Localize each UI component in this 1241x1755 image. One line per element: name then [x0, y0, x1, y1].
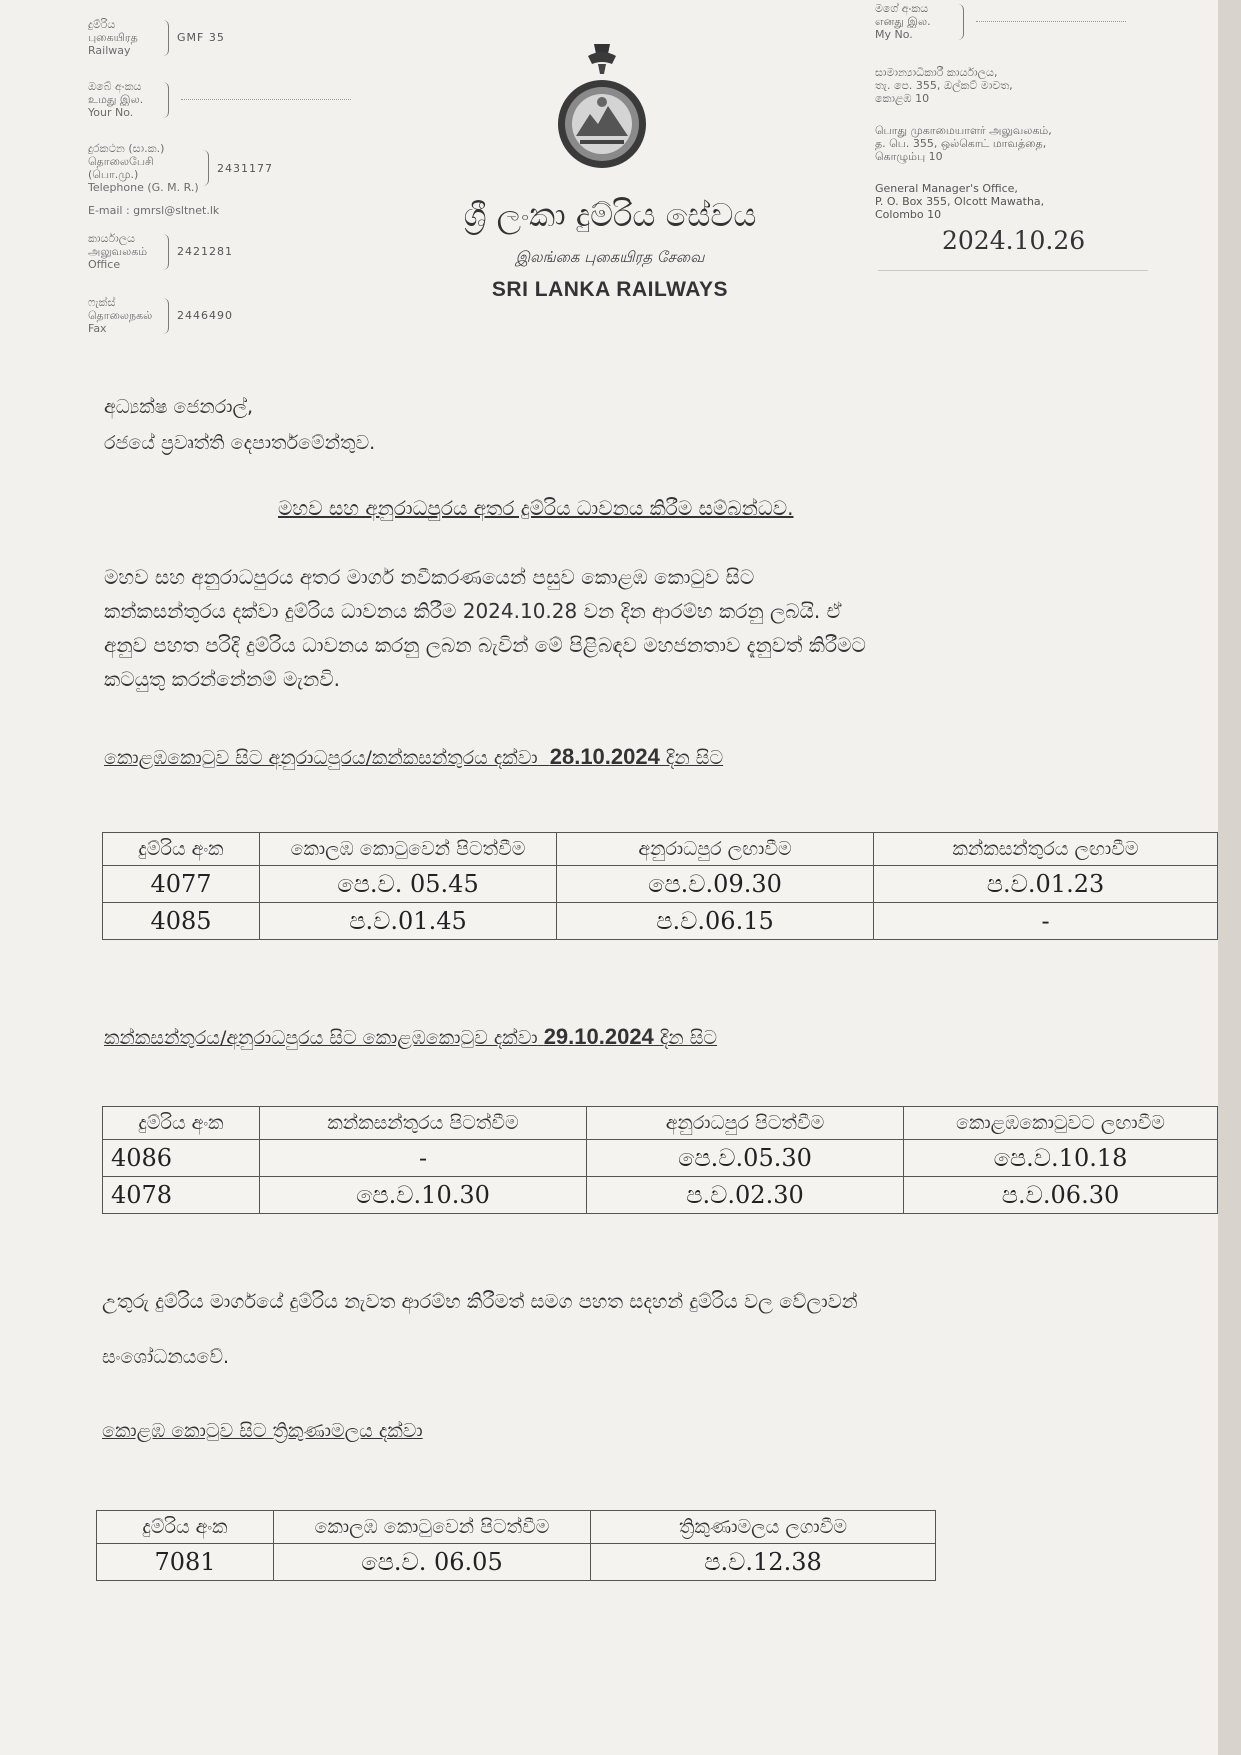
table-row: 7081 පෙ.ව. 06.05 ප.ව.12.38	[97, 1544, 936, 1581]
note-line1: උතුරු දුම්රිය මාර්ගයේ දුම්රිය නැවත ආරම්භ කිරීමත් සමග පහත සදහන් දුම්රිය වල වේලාවන්	[102, 1290, 858, 1313]
org-name-english: SRI LANKA RAILWAYS	[491, 278, 729, 301]
section2-heading: කන්කසන්තුරය/අනුරාධපුරය සිට කොළඹකොටුව දක්වා 29.10.2024 දින සිට	[104, 1024, 718, 1049]
email: E-mail : gmrsl@sltnet.lk	[88, 204, 220, 217]
table-row: 4077 පෙ.ව. 05.45 පෙ.ව.09.30 ප.ව.01.23	[103, 866, 1218, 903]
address-english: General Manager's Office, P. O. Box 355, Olcott Mawatha, Colombo 10	[875, 182, 1045, 221]
telephone-value: 2431177	[217, 161, 273, 175]
table-kankesanthurai-to-colombo	[102, 1106, 1218, 1214]
org-name-tamil: இலங்கை புகையிரத சேவை	[515, 248, 705, 266]
table-header-row: දුම්රිය අංක කොලඹ කොටුවෙන් පිටත්වීම ත්‍රිකුණාමලය ලගාවීම	[97, 1511, 936, 1544]
table-header-row: දුම්රිය අංක කොලඹ කොටුවෙන් පිටත්වීම අනුරාධපුර ලඟාවීම කන්කසන්තුරය ලඟාවීම	[103, 833, 1218, 866]
section1-date: 28.10.2024	[549, 744, 660, 769]
railway-ref-value: GMF 35	[177, 31, 225, 44]
railway-emblem-icon	[552, 40, 652, 170]
table-colombo-to-trincomalee	[96, 1510, 936, 1581]
note-line2: සංශෝධනයවේ.	[102, 1346, 230, 1368]
table-row: 4078 පෙ.ව.10.30 ප.ව.02.30 ප.ව.06.30	[103, 1177, 1218, 1214]
fax-value: 2446490	[177, 309, 233, 322]
address-sinhala: සාමාන්‍යාධිකාරී කාර්යාලය, තැ. පෙ. 355, ඔල්කට් මාවත, කොළඹ 10	[875, 66, 1013, 105]
section2-date: 29.10.2024	[543, 1024, 654, 1049]
office-value: 2421281	[177, 245, 233, 258]
your-no: ඔබේ අංකය உமது இல. Your No.	[88, 80, 351, 119]
fax: ෆැක්ස් தொலைநகல் Fax 2446490	[88, 296, 233, 335]
telephone: දුරකථන (සා.ක.) தொலைபேசி (பொ.மு.) Telephone (G. M. R.) 2431177	[88, 142, 273, 194]
table-row: 4086 - පෙ.ව.05.30 පෙ.ව.10.18	[103, 1140, 1218, 1177]
my-no: මගේ අංකය எனது இல. My No.	[875, 2, 1126, 41]
table-row: 4085 ප.ව.01.45 ප.ව.06.15 -	[103, 903, 1218, 940]
office: කාර්යාලය அலுவலகம் Office 2421281	[88, 232, 233, 271]
table-colombo-to-kankesanthurai	[102, 832, 1218, 940]
address-tamil: பொது முகாமையாளர் அலுவலகம், த. பெ. 355, ஒல்கொட் மாவத்தை, கொழும்பு 10	[875, 124, 1052, 163]
section3-heading: කොළඹ කොටුව සිට ත්‍රිකුණාමලය දක්වා	[102, 1420, 423, 1442]
org-name-sinhala: ශ්‍රී ලංකා දුම්රිය සේවය	[463, 196, 757, 234]
subject-heading: මහව සහ අනුරාධපුරය අතර දුම්රිය ධාවනය කිරීම සම්බන්ධව.	[278, 496, 794, 520]
addressee-line1: අධ්‍යක්ෂ ජෙනරාල්,	[104, 396, 254, 418]
section1-heading: කොළඹකොටුව සිට අනුරාධපුරය/කන්කසන්තුරය දක්වා 28.10.2024 දින සිට	[104, 744, 724, 769]
body-paragraph: මහව සහ අනුරාධපුරය අතර මාර්ග නවීකරණයෙන් පසුව කොළඹ කොටුව සිට කන්කසන්තුරය දක්වා දුම්රිය ධාවනය කිරීම 2024.10.28 වන දින ආරම්භ කරනු ලබයි. ඒ අනුව පහත පරිදි දුම්රිය ධාවනය කරනු ලබන බැවින් මේ පිළිබඳව මහජනතාව දැනුවත් කිරීමට කටයුතු කරන්නේනම් මැනවි.	[104, 565, 866, 691]
table-header-row: දුම්රිය අංක කන්කසන්තුරය පිටත්වීම අනුරාධපුර පිටත්වීම කොළඹකොටුවට ලඟාවීම	[103, 1107, 1218, 1140]
addressee-line2: රජයේ ප්‍රවෘත්ති දෙපාර්තමේන්තුව.	[104, 432, 376, 454]
railway-ref: දුම්රිය புகையிரத Railway GMF 35	[88, 18, 225, 57]
letter-date: 2024.10.26	[942, 226, 1086, 255]
